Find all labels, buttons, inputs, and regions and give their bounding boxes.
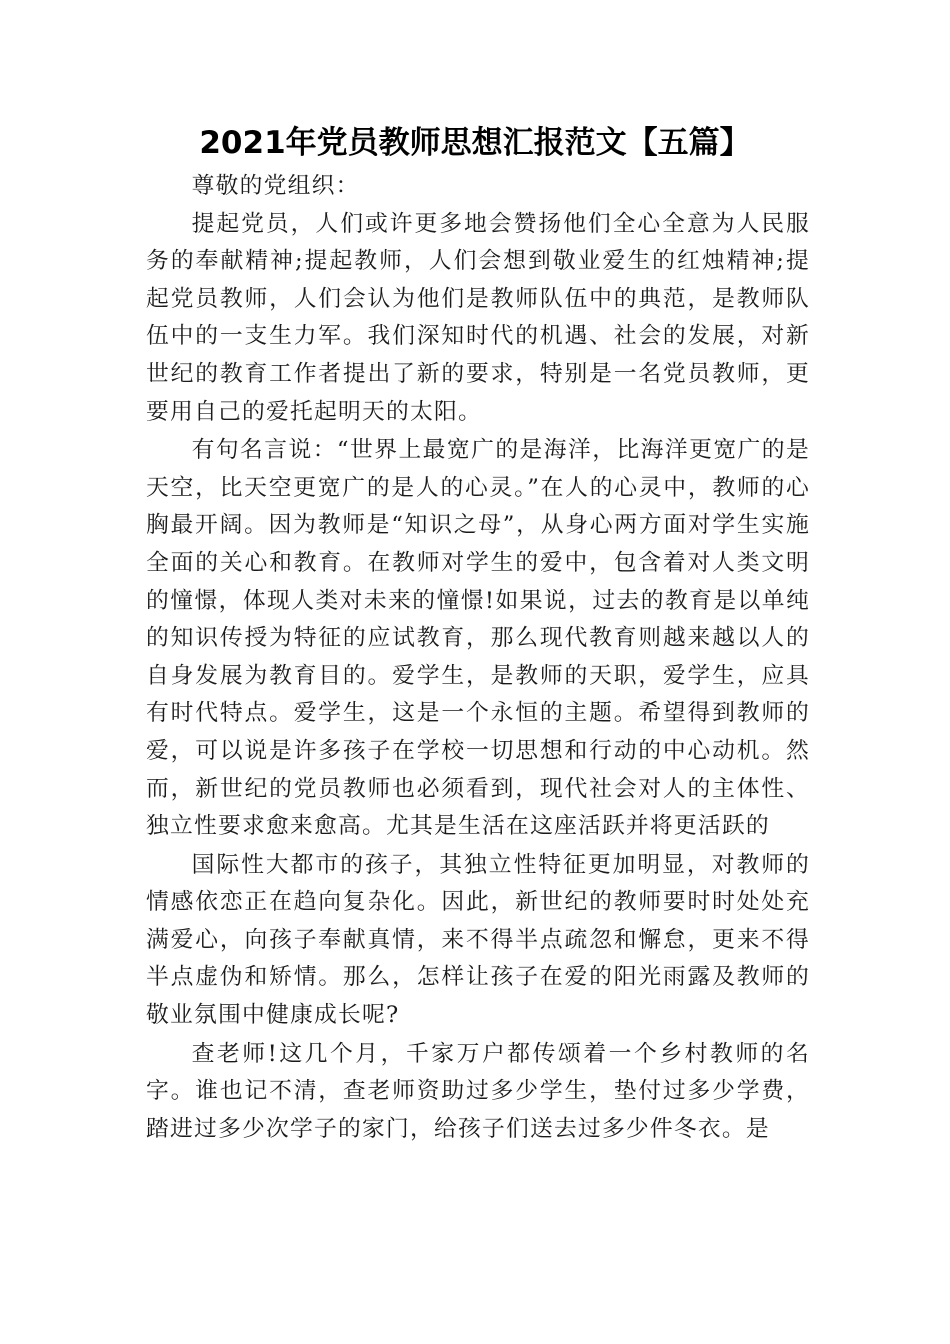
document-title: 2021年党员教师思想汇报范文【五篇】: [199, 125, 751, 161]
paragraph: 国际性大都市的孩子，其独立性特征更加明显，对教师的情感依恋正在趋向复杂化。因此，新世纪的教师要时时处处充满爱心，向孩子奉献真情，来不得半点疏忽和懈怠，更来不得半点虚伪和矫情。那么，怎样让孩子在爱的阳光雨露及教师的敬业氛围中健康成长呢?: [146, 851, 810, 1029]
document-body: [146, 168, 810, 1149]
paragraph: 提起党员，人们或许更多地会赞扬他们全心全意为人民服务的奉献精神;提起教师，人们会想到敬业爱生的红烛精神;提起党员教师，人们会认为他们是教师队伍中的典范，是教师队伍中的一支生力军。我们深知时代的机遇、社会的发展，对新世纪的教育工作者提出了新的要求，特别是一名党员教师，更要用自己的爱托起明天的太阳。: [146, 210, 810, 425]
paragraph: 有句名言说：“世界上最宽广的是海洋，比海洋更宽广的是天空，比天空更宽广的是人的心灵。”在人的心灵中，教师的心胸最开阔。因为教师是“知识之母”，从身心两方面对学生实施全面的关心和教育。在教师对学生的爱中，包含着对人类文明的憧憬，体现人类对未来的憧憬!如果说，过去的教育是以单纯的知识传授为特征的应试教育，那么现代教育则越来越以人的自身发展为教育目的。爱学生，是教师的天职，爱学生，应具有时代特点。爱学生，这是一个永恒的主题。希望得到教师的爱，可以说是许多孩子在学校一切思想和行动的中心动机。然而，新世纪的党员教师也必须看到，现代社会对人的主体性、独立性要求愈来愈高。尤其是生活在这座活跃并将更活跃的: [146, 437, 810, 840]
salutation: 尊敬的党组织：: [191, 173, 360, 199]
paragraph: 查老师!这几个月，千家万户都传颂着一个乡村教师的名字。谁也记不清，查老师资助过多少学生，垫付过多少学费，踏进过多少次学子的家门，给孩子们送去过多少件冬衣。是: [146, 1040, 810, 1142]
